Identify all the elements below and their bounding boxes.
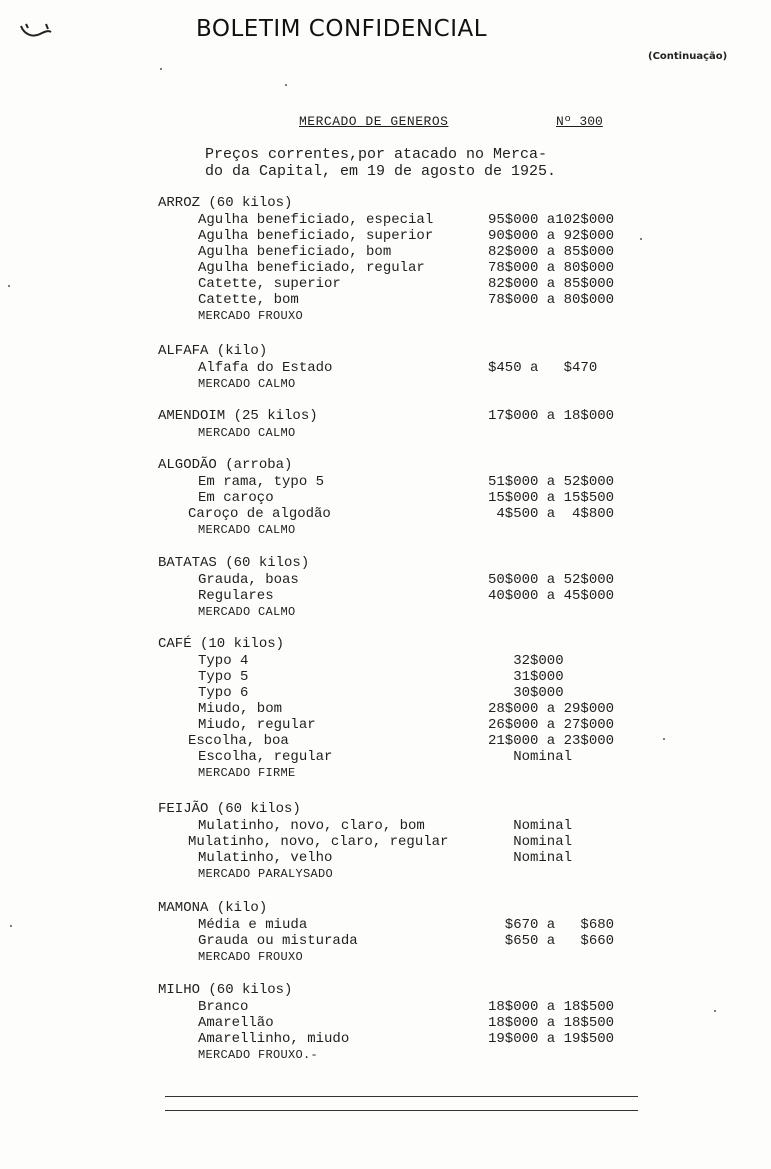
- market-status: MERCADO FIRME: [198, 766, 296, 780]
- item-price: 19$000 a 19$500: [488, 1031, 615, 1047]
- item-name: Regulares: [198, 588, 274, 604]
- item-price: 30$000: [488, 685, 564, 701]
- item-name: Em rama, typo 5: [198, 474, 325, 490]
- price-row: [158, 260, 615, 276]
- price-row: [158, 276, 615, 292]
- item-price: 21$000 a 23$000: [488, 733, 615, 749]
- price-row: [158, 360, 598, 376]
- item-name: Agulha beneficiado, regular: [198, 260, 425, 276]
- divider-line: [165, 1096, 638, 1097]
- item-price: 26$000 a 27$000: [488, 717, 615, 733]
- item-price: 4$500 a 4$800: [488, 506, 615, 522]
- price-row: [158, 572, 615, 588]
- item-name: Mulatinho, novo, claro, bom: [198, 818, 425, 834]
- paper-speck: [640, 238, 642, 240]
- price-row: [158, 588, 615, 604]
- section-title: ALFAFA (kilo): [158, 343, 268, 359]
- paper-speck: [8, 285, 10, 287]
- intro-line: do da Capital, em 19 de agosto de 1925.: [205, 163, 557, 180]
- item-price: 32$000: [488, 653, 564, 669]
- price-row: [158, 1031, 615, 1047]
- price-row: [158, 212, 615, 228]
- item-price: 50$000 a 52$000: [488, 572, 615, 588]
- item-price: $650 a $660: [488, 933, 615, 949]
- paper-speck: [714, 1010, 716, 1012]
- price-row: [158, 490, 615, 506]
- item-price: 51$000 a 52$000: [488, 474, 615, 490]
- price-row: [158, 408, 615, 425]
- punch-mark-icon: [18, 20, 54, 42]
- item-price: 18$000 a 18$500: [488, 1015, 615, 1031]
- price-row: [158, 834, 573, 850]
- market-row: [158, 308, 304, 324]
- item-name: Escolha, regular: [198, 749, 333, 765]
- market-status: MERCADO CALMO: [198, 426, 296, 440]
- price-row: [158, 244, 615, 260]
- item-name: Amarellinho, miudo: [198, 1031, 350, 1047]
- item-price: Nominal: [488, 834, 573, 850]
- price-row: [158, 933, 615, 949]
- item-name: Agulha beneficiado, especial: [198, 212, 434, 228]
- item-name: Grauda ou misturada: [198, 933, 358, 949]
- item-price: $670 a $680: [488, 917, 615, 933]
- market-status: MERCADO FROUXO.-: [198, 1048, 319, 1062]
- section-title: AMENDOIM (25 kilos): [158, 408, 318, 424]
- intro-line: Preços correntes,por atacado no Merca-: [205, 146, 548, 163]
- item-price: 18$000 a 18$500: [488, 999, 615, 1015]
- section-mamona: [158, 900, 615, 965]
- item-name: Miudo, bom: [198, 701, 283, 717]
- price-row: [158, 228, 615, 244]
- bulletin-title: BOLETIM CONFIDENCIAL: [196, 16, 488, 42]
- item-name: Typo 4: [198, 653, 249, 669]
- continuation-label: (Continuação): [648, 51, 728, 62]
- market-status: MERCADO CALMO: [198, 605, 296, 619]
- item-name: Branco: [198, 999, 249, 1015]
- price-row: [158, 669, 564, 685]
- item-price: 78$000 a 80$000: [488, 292, 615, 308]
- market-row: [158, 1047, 319, 1063]
- item-price: 78$000 a 80$000: [488, 260, 615, 276]
- item-name: Agulha beneficiado, superior: [198, 228, 434, 244]
- item-name: Grauda, boas: [198, 572, 299, 588]
- price-row: [158, 1015, 615, 1031]
- item-name: Escolha, boa: [188, 733, 289, 749]
- market-status: MERCADO CALMO: [198, 377, 296, 391]
- section-title: BATATAS (60 kilos): [158, 555, 310, 571]
- item-price: 90$000 a 92$000: [488, 228, 615, 244]
- price-row: [158, 850, 573, 866]
- market-row: [158, 866, 334, 882]
- item-name: Miudo, regular: [198, 717, 316, 733]
- item-price: Nominal: [488, 749, 573, 765]
- item-name: Média e miuda: [198, 917, 308, 933]
- market-status: MERCADO FROUXO: [198, 950, 304, 964]
- price-row: [158, 818, 573, 834]
- market-status: MERCADO CALMO: [198, 523, 296, 537]
- section-title: ARROZ (60 kilos): [158, 195, 293, 211]
- section-arroz: [158, 195, 615, 324]
- item-name: Typo 5: [198, 669, 249, 685]
- section-title: CAFÉ (10 kilos): [158, 636, 285, 652]
- document-number: Nº 300: [556, 114, 603, 129]
- section-cafe: [158, 636, 615, 781]
- item-name: Mulatinho, velho: [198, 850, 333, 866]
- item-price: 82$000 a 85$000: [488, 276, 615, 292]
- market-row: [158, 425, 318, 441]
- section-title: MAMONA (kilo): [158, 900, 268, 916]
- price-row: [158, 733, 615, 749]
- market-row: [158, 765, 296, 781]
- item-price: 15$000 a 15$500: [488, 490, 615, 506]
- item-price: 17$000 a 18$000: [488, 408, 615, 424]
- price-row: [158, 292, 615, 308]
- document-title: MERCADO DE GENEROS: [299, 114, 449, 129]
- section-alfafa: [158, 343, 598, 392]
- price-row: [158, 749, 573, 765]
- item-price: 28$000 a 29$000: [488, 701, 615, 717]
- market-row: [158, 376, 296, 392]
- item-price: Nominal: [488, 850, 573, 866]
- section-title: ALGODÃO (arroba): [158, 457, 293, 473]
- divider-line: [165, 1110, 638, 1111]
- market-status: MERCADO FROUXO: [198, 309, 304, 323]
- paper-speck: [663, 738, 665, 740]
- market-row: [158, 604, 309, 620]
- item-name: Alfafa do Estado: [198, 360, 333, 376]
- paper-speck: [10, 925, 12, 927]
- section-title: MILHO (60 kilos): [158, 982, 293, 998]
- price-row: [158, 506, 615, 522]
- item-name: Catette, superior: [198, 276, 341, 292]
- paper-speck: [285, 84, 287, 86]
- paper-speck: [160, 68, 162, 70]
- item-price: 95$000 a102$000: [488, 212, 615, 228]
- item-name: Amarellão: [198, 1015, 274, 1031]
- price-row: [158, 653, 564, 669]
- section-feijao: [158, 801, 573, 882]
- item-name: Caroço de algodão: [188, 506, 331, 522]
- market-status: MERCADO PARALYSADO: [198, 867, 334, 881]
- item-name: Agulha beneficiado, bom: [198, 244, 392, 260]
- section-title: FEIJÃO (60 kilos): [158, 801, 301, 817]
- item-price: 31$000: [488, 669, 564, 685]
- market-row: [158, 949, 304, 965]
- item-name: Em caroço: [198, 490, 274, 506]
- price-row: [158, 701, 615, 717]
- intro-text: [205, 146, 556, 180]
- item-price: $450 a $470: [488, 360, 598, 376]
- market-row: [158, 522, 296, 538]
- item-price: 82$000 a 85$000: [488, 244, 615, 260]
- item-name: Typo 6: [198, 685, 249, 701]
- price-row: [158, 474, 615, 490]
- price-row: [158, 917, 615, 933]
- item-price: Nominal: [488, 818, 573, 834]
- item-price: 40$000 a 45$000: [488, 588, 615, 604]
- section-milho: [158, 982, 615, 1063]
- price-row: [158, 717, 615, 733]
- section-amendoim: [158, 408, 615, 441]
- item-name: Mulatinho, novo, claro, regular: [188, 834, 449, 850]
- item-name: Catette, bom: [198, 292, 299, 308]
- section-batatas: [158, 555, 615, 620]
- price-row: [158, 999, 615, 1015]
- price-row: [158, 685, 564, 701]
- section-algodao: [158, 457, 615, 538]
